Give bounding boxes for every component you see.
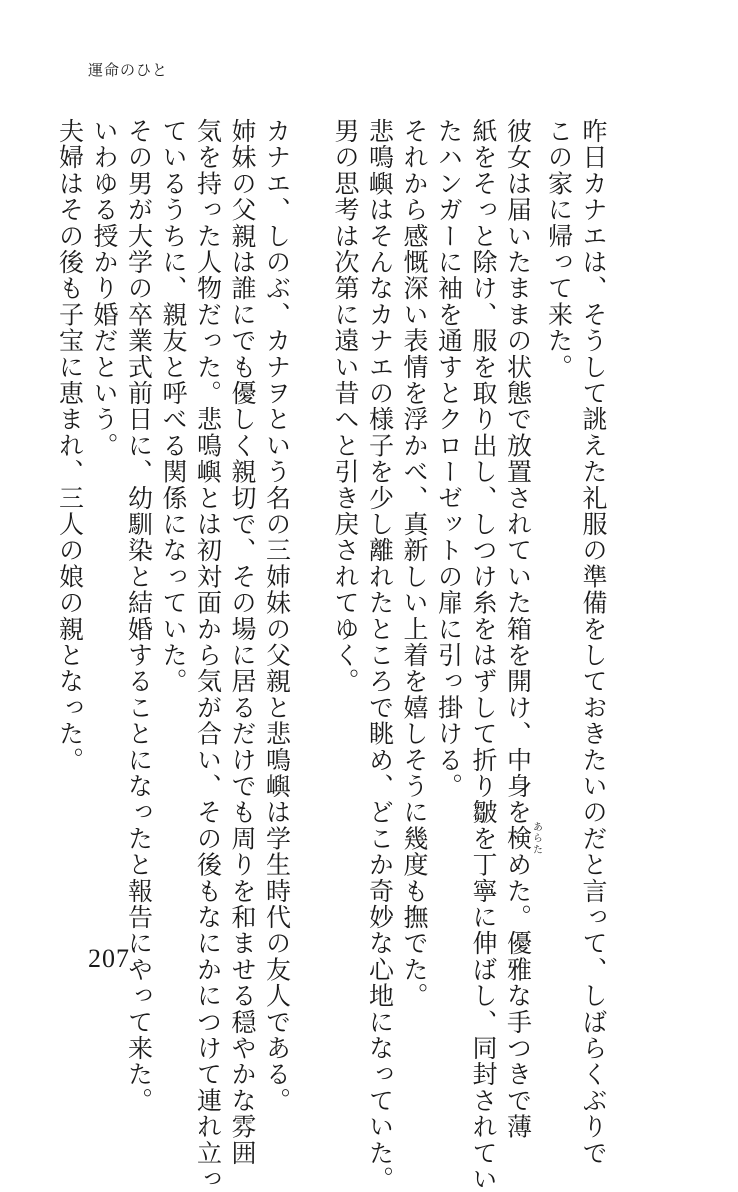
text-line: たハンガーに袖を通すとクローゼットの扉に引っ掛ける。 — [434, 118, 464, 800]
text-line: 姉妹の父親は誰にでも優しく親切で、その場に居るだけでも周りを和ませる穏やかな雰囲 — [228, 118, 257, 1166]
text-line — [500, 118, 542, 1140]
text-line: 夫婦はその後も子宝に恵まれ、三人の娘の親となった。 — [55, 118, 85, 773]
text-line: その男が大学の卒業式前日に、幼馴染と結婚することになったと報告にやって来た。 — [124, 118, 154, 1114]
text-line: いわゆる授かり婚だという。 — [90, 118, 119, 459]
text-line: この家に帰って来た。 — [544, 118, 574, 380]
page-number: 207 — [88, 944, 130, 973]
text-line-tail: めた。優雅な手つきで薄 — [503, 851, 533, 1140]
text-line: ているうちに、親友と呼べる関係になっていた。 — [159, 118, 188, 695]
text-line: それから感慨深い表情を浮かべ、真新しい上着を嬉しそうに幾度も撫でた。 — [400, 118, 429, 1009]
text-line: 紙をそっと除け、服を取り出し、しつけ糸をはずして折り皺を丁寧に伸ばし、同封されてい — [469, 118, 498, 1192]
text-line: 昨日カナエは、そうして誂えた礼服の準備をしておきたいのだと言って、しばらくぶりで — [579, 118, 608, 1166]
text-line-head: 彼女は届いたままの状態で放置されていた箱を開け、中身を — [503, 118, 533, 826]
text-line: 悲鳴嶼はそんなカナエの様子を少し離れたところで眺め、どこか奇妙な心地になっていた。 — [365, 118, 395, 1192]
ruby-annotation: 検あらた — [503, 821, 542, 856]
text-line: カナエ、しのぶ、カナヲという名の三姉妹の父親と悲鳴嶼は学生時代の友人である。 — [262, 118, 292, 1114]
text-line: 男の思考は次第に遠い昔へと引き戻されてゆく。 — [331, 118, 360, 695]
running-head: 運命のひと — [88, 61, 169, 79]
text-line: 気を持った人物だった。悲鳴嶼とは初対面から気が合い、その後もなにかにつけて連れ立っ — [193, 118, 223, 1192]
section-break — [294, 118, 328, 938]
